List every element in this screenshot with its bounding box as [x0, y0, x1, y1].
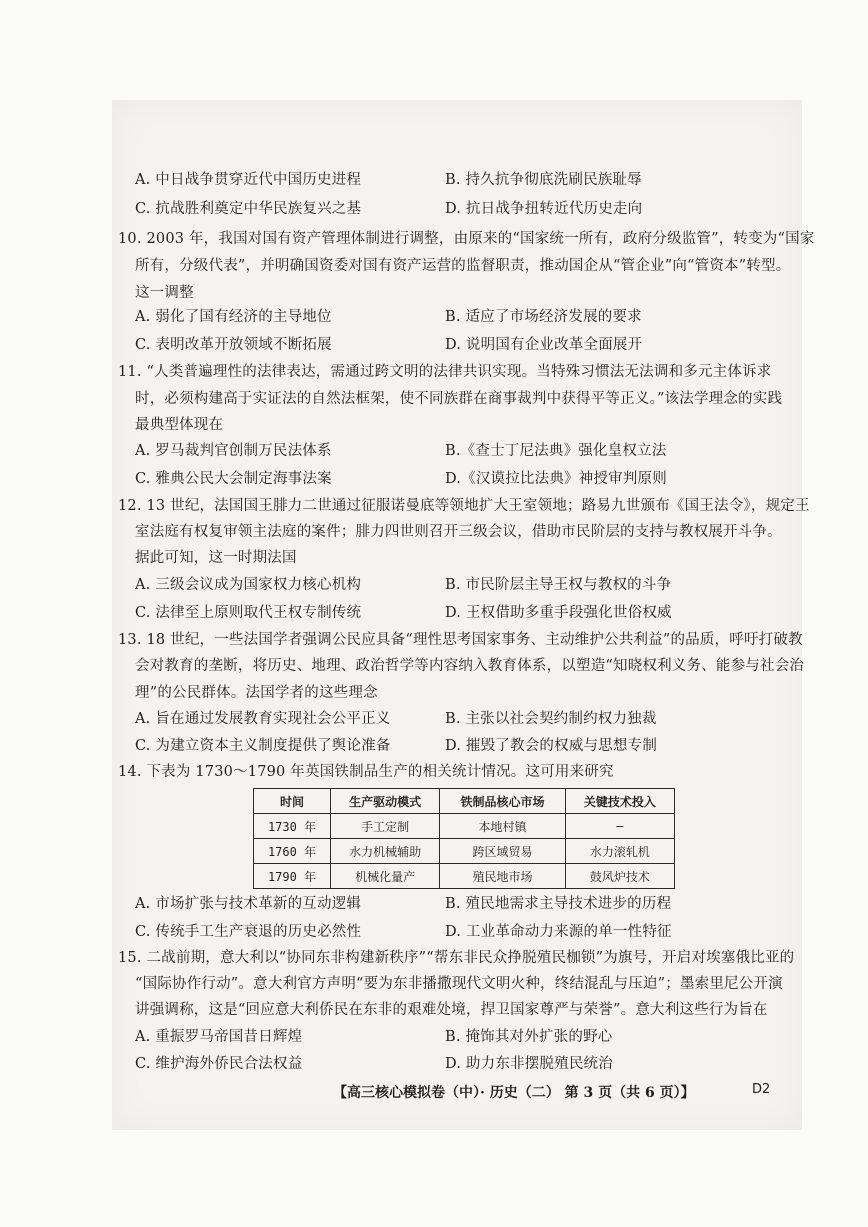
q10-stem-line2: 所有，分级代表”，并明确国资委对国有资产运营的监督职责，推动国企从“管企业”向“管资本”转型。	[135, 258, 791, 274]
q12-stem-line1: 12. 13 世纪，法国国王腓力二世通过征服诺曼底等领地扩大王室领地；路易九世颁布《国王法令》，规定王	[118, 498, 810, 514]
q12-option-d: D. 王权借助多重手段强化世俗权威	[445, 605, 672, 621]
q14-stem-line1: 14. 下表为 1730～1790 年英国铁制品生产的相关统计情况。这可用来研究	[118, 764, 614, 780]
q9-option-c: C. 抗战胜利奠定中华民族复兴之基	[135, 201, 362, 217]
q15-option-a: A. 重振罗马帝国昔日辉煌	[135, 1029, 303, 1045]
q13-option-a: A. 旨在通过发展教育实现社会公平正义	[135, 711, 391, 727]
table-cell: —	[565, 814, 674, 839]
q9-option-d: D. 抗日战争扭转近代历史走向	[445, 201, 643, 217]
footer-title-group	[333, 1082, 695, 1102]
q11-option-d: D.《汉谟拉比法典》神授审判原则	[445, 471, 667, 487]
table-cell: 殖民地市场	[440, 864, 565, 889]
table-cell: 鼓风炉技术	[565, 864, 674, 889]
footer-page-number: 第 3 页（共 6 页）】	[564, 1085, 695, 1101]
table-cell: 手工定制	[331, 814, 440, 839]
q13-option-c: C. 为建立资本主义制度提供了舆论准备	[135, 738, 391, 754]
q9-option-b: B. 持久抗争彻底洗刷民族耻辱	[445, 172, 642, 188]
q13-stem-line2: 会对教育的垄断，将历史、地理、政治哲学等内容纳入教育体系，以塑造“知晓权利义务、能参与社会治	[135, 658, 805, 674]
table-cell: 1760 年	[254, 839, 331, 864]
q13-option-d: D. 摧毁了教会的权威与思想专制	[445, 738, 658, 754]
table-cell: 水力机械辅助	[331, 839, 440, 864]
q10-stem-line3: 这一调整	[135, 285, 194, 301]
q14-option-d: D. 工业革命动力来源的单一性特征	[445, 924, 672, 940]
q10-option-a: A. 弱化了国有经济的主导地位	[135, 309, 332, 325]
q15-stem-line1: 15. 二战前期，意大利以“协同东非构建新秩序”“帮东非民众挣脱殖民枷锁”为旗号，开启对埃塞俄比亚的	[118, 950, 795, 966]
table-cell: 水力滚轧机	[565, 839, 674, 864]
table-header-cell: 时间	[254, 789, 331, 814]
table-row	[254, 864, 675, 889]
q12-stem-line3: 据此可知，这一时期法国	[135, 550, 297, 566]
q15-stem-line3: 讲强调称，这是“回应意大利侨民在东非的艰难处境，捍卫国家尊严与荣誉”。意大利这些行为旨在	[135, 1002, 768, 1018]
q14-option-c: C. 传统手工生产衰退的历史必然性	[135, 924, 362, 940]
q15-option-d: D. 助力东非摆脱殖民统治	[445, 1056, 613, 1072]
q12-option-b: B. 市民阶层主导王权与教权的斗争	[445, 577, 672, 593]
q12-option-c: C. 法律至上原则取代王权专制传统	[135, 605, 362, 621]
q15-option-b: B. 掩饰其对外扩张的野心	[445, 1029, 613, 1045]
q10-stem-line1: 10. 2003 年，我国对国有资产管理体制进行调整，由原来的“国家统一所有，政府分级监管”，转变为“国家	[118, 231, 815, 247]
table-header-row	[254, 789, 675, 814]
q13-stem-line3: 理”的公民群体。法国学者的这些理念	[135, 685, 378, 701]
table-cell: 本地村镇	[440, 814, 565, 839]
table-cell: 1790 年	[254, 864, 331, 889]
q11-option-a: A. 罗马裁判官创制万民法体系	[135, 443, 332, 459]
table-row	[254, 839, 675, 864]
table-header-cell: 铁制品核心市场	[440, 789, 565, 814]
footer-version-code: D2	[752, 1082, 771, 1097]
q12-stem-line2: 室法庭有权复审领主法庭的案件；腓力四世则召开三级会议，借助市民阶层的支持与教权展开斗争。	[135, 524, 782, 540]
q9-option-a: A. 中日战争贯穿近代中国历史进程	[135, 172, 362, 188]
q11-stem-line1: 11. “人类普遍理性的法律表达，需通过跨文明的法律共识实现。当特殊习惯法无法调和多元主体诉求	[118, 364, 772, 380]
q14-option-a: A. 市场扩张与技术革新的互动逻辑	[135, 896, 362, 912]
table-cell: 1730 年	[254, 814, 331, 839]
table-header-cell: 关键技术投入	[565, 789, 674, 814]
q11-option-b: B.《查士丁尼法典》强化皇权立法	[445, 443, 667, 459]
table-cell: 机械化量产	[331, 864, 440, 889]
table-row	[254, 814, 675, 839]
q11-option-c: C. 雅典公民大会制定海事法案	[135, 471, 332, 487]
q12-option-a: A. 三级会议成为国家权力核心机构	[135, 577, 362, 593]
q11-stem-line3: 最典型体现在	[135, 417, 224, 433]
iron-production-table	[253, 788, 675, 889]
q10-option-d: D. 说明国有企业改革全面展开	[445, 337, 643, 353]
q15-option-c: C. 维护海外侨民合法权益	[135, 1056, 303, 1072]
q13-stem-line1: 13. 18 世纪，一些法国学者强调公民应具备“理性思考国家事务、主动维护公共利益”的品质，呼吁打破教	[118, 632, 803, 648]
q11-stem-line2: 时，必须构建高于实证法的自然法框架，使不同族群在商事裁判中获得平等正义。”该法学理念的实践	[135, 391, 783, 407]
q15-stem-line2: “国际协作行动”。意大利官方声明“要为东非播撒现代文明火种，终结混乱与压迫”；墨索里尼公开演	[135, 976, 783, 992]
q14-option-b: B. 殖民地需求主导技术进步的历程	[445, 896, 672, 912]
q10-option-c: C. 表明改革开放领域不断拓展	[135, 337, 332, 353]
q13-option-b: B. 主张以社会契约制约权力独裁	[445, 711, 657, 727]
table-cell: 跨区域贸易	[440, 839, 565, 864]
q10-option-b: B. 适应了市场经济发展的要求	[445, 309, 642, 325]
footer-exam-title: 【高三核心模拟卷（中）· 历史（二）	[333, 1085, 560, 1101]
table-header-cell: 生产驱动模式	[331, 789, 440, 814]
